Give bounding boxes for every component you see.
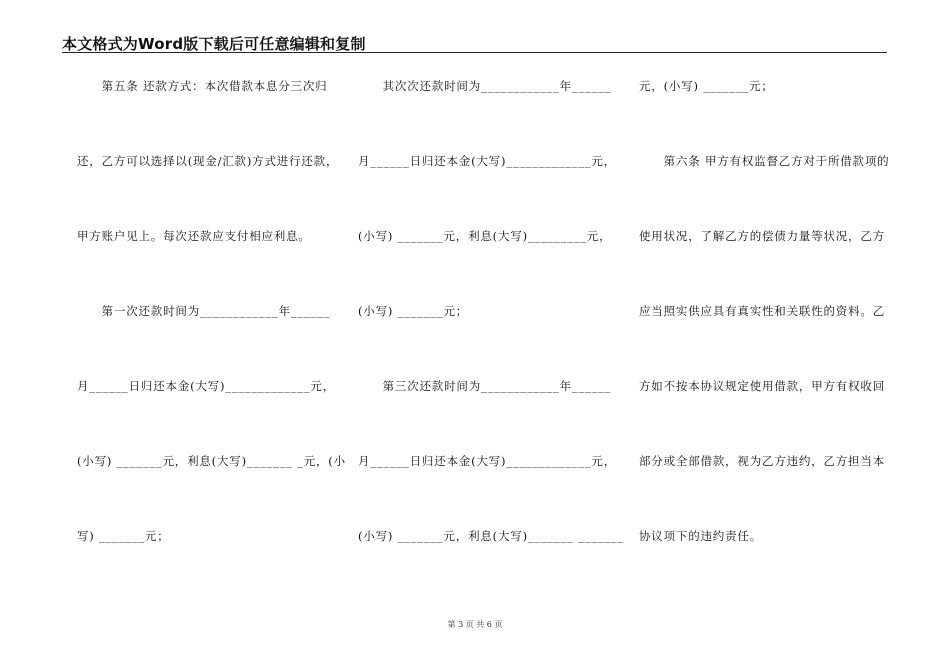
text-line: 协议项下的违约责任。	[639, 529, 762, 543]
header-divider	[62, 52, 887, 53]
text-line: 使用状况，了解乙方的偿债力量等状况，乙方	[639, 229, 885, 243]
page-number: 第 3 页 共 6 页	[447, 620, 503, 629]
text-line: 甲方账户见上。每次还款应支付相应利息。	[77, 229, 311, 243]
text-line: 元，(小写) _______元；	[639, 79, 774, 93]
text-line: (小写) _______元，利息(大写)_________元，	[358, 229, 612, 243]
text-line: 月______日归还本金(大写)_____________元，	[77, 379, 336, 393]
text-line: 部分或全部借款，视为乙方违约，乙方担当本	[639, 454, 885, 468]
text-line: (小写) _______元；	[358, 304, 469, 318]
text-line: (小写) _______元，利息(大写)_______ _元，(小	[77, 454, 346, 468]
document-header-title: 本文格式为Word版下载后可任意编辑和复制	[62, 35, 366, 53]
text-line: 第一次还款时间为____________年______	[77, 304, 331, 318]
text-line: 第三次还款时间为____________年______	[358, 379, 612, 393]
text-line: 写) _______元；	[77, 529, 170, 543]
text-line: 月______日归还本金(大写)_____________元，	[358, 454, 617, 468]
text-line: 其次次还款时间为____________年______	[358, 79, 612, 93]
text-line: 应当照实供应具有真实性和关联性的资料。乙	[639, 304, 885, 318]
text-line: 月______日归还本金(大写)_____________元，	[358, 154, 617, 168]
text-line: 第五条 还款方式：本次借款本息分三次归	[77, 79, 328, 93]
text-line: 方如不按本协议规定使用借款，甲方有权收回	[639, 379, 885, 393]
text-line: 还，乙方可以选择以(现金/汇款)方式进行还款，	[77, 154, 339, 168]
text-line: 第六条 甲方有权监督乙方对于所借款项的	[639, 154, 890, 168]
text-line: (小写) _______元，利息(大写)_______ _______	[358, 529, 625, 543]
